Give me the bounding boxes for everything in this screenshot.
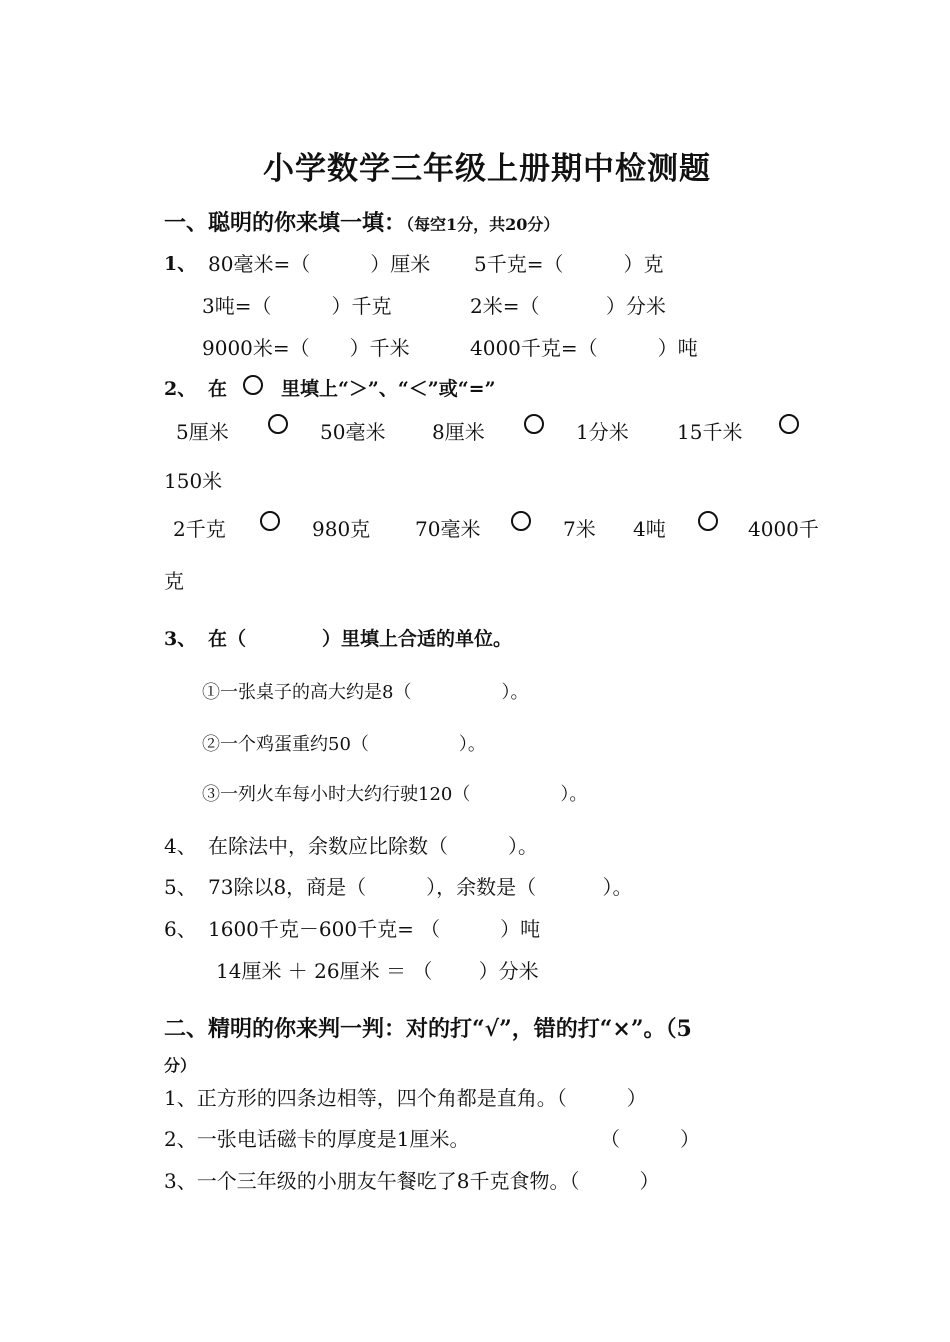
q3-prompt: 在（ ）里填上合适的单位。: [208, 628, 513, 650]
q6-number: 6、: [164, 917, 197, 941]
q1-number: 1、: [164, 253, 197, 275]
q5-number: 5、: [164, 875, 197, 899]
judge-item: 1、正方形的四条边相等，四个角都是直角。（ ）: [164, 1086, 647, 1110]
circle-blank-icon: [268, 414, 288, 434]
judge-item: 3、一个三年级的小朋友午餐吃了8千克食物。（ ）: [164, 1169, 660, 1193]
section2-heading-wrap: 分）: [164, 1056, 197, 1075]
section1-heading-line: [164, 206, 559, 237]
q2-prompt-b: 里填上“＞”、“＜”或“=”: [281, 378, 496, 400]
circle-blank-icon: [524, 414, 544, 434]
q2-number: 2、: [164, 378, 197, 400]
section1-heading: 一、聪明的你来填一填：: [164, 210, 407, 236]
q1-item: 2米=（ ）分米: [470, 294, 666, 318]
q6-line2: 14厘米 ＋ 26厘米 ＝ （ ）分米: [216, 959, 539, 983]
compare-term: 2千克: [173, 517, 226, 541]
compare-term-wrap: 150米: [164, 469, 223, 493]
q3-item: ①一张桌子的高大约是8（ ）。: [202, 682, 529, 703]
q1-item: 9000米=（ ）千米: [202, 336, 410, 360]
q1-item: 3吨=（ ）千克: [202, 294, 392, 318]
judge-item: 2、一张电话磁卡的厚度是1厘米。: [164, 1127, 470, 1151]
q1-item: 5千克=（ ）克: [474, 252, 664, 276]
q3-item: ②一个鸡蛋重约50（ ）。: [202, 734, 486, 755]
q3-number: 3、: [164, 628, 197, 650]
q1-item: 80毫米=（ ）厘米: [208, 252, 431, 276]
q6-line1: 1600千克－600千克= （ ）吨: [208, 917, 541, 941]
circle-blank-icon: [260, 511, 280, 531]
compare-term: 1分米: [576, 420, 629, 444]
compare-term: 50毫米: [320, 420, 386, 444]
compare-term: 980克: [312, 517, 371, 541]
q4-text: 在除法中，余数应比除数（ ）。: [208, 834, 538, 858]
compare-term-wrap: 克: [164, 569, 184, 593]
compare-term: 8厘米: [432, 420, 485, 444]
q2-prompt-a: 在: [208, 378, 228, 400]
judge-item-paren: （ ）: [600, 1127, 700, 1151]
q4-number: 4、: [164, 834, 197, 858]
q5-text: 73除以8，商是（ ），余数是（ ）。: [208, 875, 633, 899]
compare-term: 4吨: [633, 517, 666, 541]
q3-item: ③一列火车每小时大约行驶120（ ）。: [202, 784, 588, 805]
section2-heading: 二、精明的你来判一判：对的打“√”，错的打“×”。（5: [164, 1016, 692, 1042]
circle-blank-icon: [779, 414, 799, 434]
circle-blank-icon: [511, 511, 531, 531]
circle-blank-icon: [698, 511, 718, 531]
q1-item: 4000千克=（ ）吨: [470, 336, 698, 360]
compare-term: 7米: [563, 517, 596, 541]
circle-blank-icon: [243, 375, 263, 395]
compare-term: 5厘米: [176, 420, 229, 444]
compare-term: 15千米: [677, 420, 743, 444]
compare-term: 70毫米: [415, 517, 481, 541]
section1-score: （每空1分，共20分）: [406, 215, 560, 234]
compare-term: 4000千: [748, 517, 819, 541]
page-title: 小学数学三年级上册期中检测题: [263, 151, 711, 187]
